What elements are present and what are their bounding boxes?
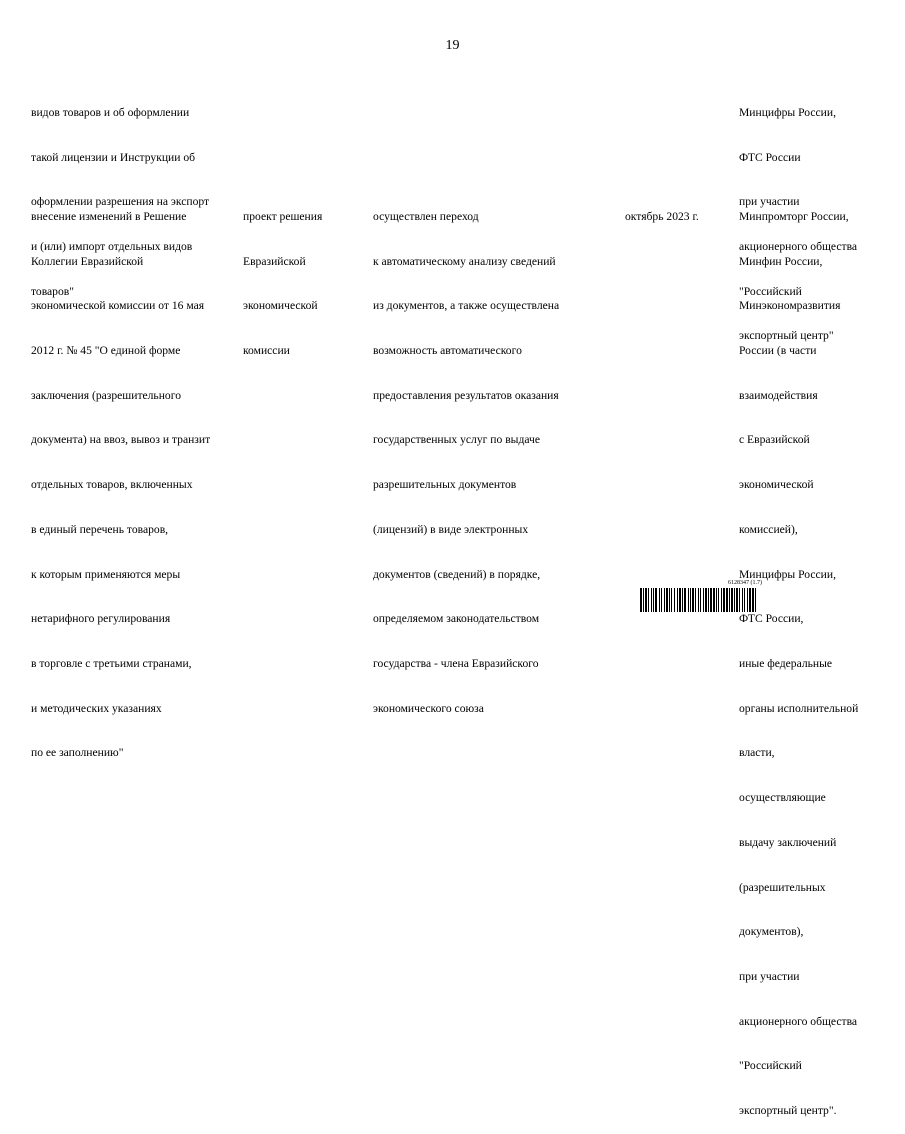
text-line: власти,	[739, 746, 775, 760]
text-line: выдачу заключений	[739, 835, 837, 849]
text-line: акционерного общества	[739, 239, 858, 253]
row2-responsible-cell	[739, 180, 858, 1134]
barcode-bar	[640, 588, 642, 612]
barcode-bar	[690, 588, 691, 612]
barcode-bar	[651, 588, 652, 612]
text-line: взаимодействия	[739, 388, 818, 402]
barcode	[640, 580, 858, 612]
text-line: возможность автоматического	[373, 343, 522, 357]
barcode-bar	[739, 588, 740, 612]
text-line: Минцифры России,	[739, 105, 836, 119]
text-line: Евразийской	[243, 254, 306, 268]
text-line: оформлении разрешения на экспорт	[31, 195, 210, 209]
text-line: акционерного общества	[739, 1014, 858, 1028]
text-line: с Евразийской	[739, 433, 810, 447]
barcode-bar	[716, 588, 717, 612]
text-line: видов товаров и об оформлении	[31, 105, 190, 119]
text-line: предоставления результатов оказания	[373, 388, 559, 402]
text-line: разрешительных документов	[373, 478, 517, 492]
text-line: проект решения	[243, 209, 323, 223]
barcode-bar	[721, 588, 722, 612]
text-line: в единый перечень товаров,	[31, 522, 169, 536]
text-line: документа) на ввоз, вывоз и транзит	[31, 433, 211, 447]
barcode-bar	[643, 588, 644, 612]
text-line: Минэкономразвития	[739, 299, 841, 313]
text-line: документов),	[739, 925, 804, 939]
text-line: Минцифры России,	[739, 567, 836, 581]
barcode-bar	[677, 588, 678, 612]
text-line: к которым применяются меры	[31, 567, 181, 581]
text-line: к автоматическому анализу сведений	[373, 254, 556, 268]
barcode-bar	[723, 588, 725, 612]
text-line: по ее заполнению"	[31, 746, 124, 760]
text-line: иные федеральные	[739, 657, 833, 670]
row2-document-type-cell	[243, 180, 322, 374]
barcode-code: 6128347 (1.7)	[728, 580, 762, 586]
barcode-bar	[708, 588, 709, 612]
barcode-bar	[713, 588, 715, 612]
text-line: при участии	[739, 970, 800, 984]
barcode-bar	[671, 588, 672, 612]
barcode-bar	[734, 588, 735, 612]
text-line: государственных услуг по выдаче	[373, 433, 541, 447]
barcode-bar	[695, 588, 696, 612]
barcode-bar	[749, 588, 751, 612]
barcode-bar	[744, 588, 745, 612]
barcode-bar	[645, 588, 647, 612]
text-line: "Российский	[739, 1059, 802, 1073]
barcode-bar	[684, 588, 686, 612]
text-line: ФТС России,	[739, 612, 804, 626]
text-line: внесение изменений в Решение	[31, 209, 187, 223]
text-line: осуществлен переход	[373, 209, 479, 223]
text-line: экономической комиссии от 16 мая	[31, 299, 205, 313]
barcode-bar	[705, 588, 707, 612]
barcode-bar	[698, 588, 699, 612]
barcode-bar	[747, 588, 748, 612]
barcode-bar	[653, 588, 654, 612]
barcode-bar	[726, 588, 728, 612]
text-line: ФТС России	[739, 150, 801, 164]
row2-deadline-cell	[625, 180, 699, 240]
text-line: октябрь 2023 г.	[625, 209, 699, 223]
barcode-bars	[640, 588, 858, 612]
barcode-bar	[648, 588, 649, 612]
text-line: Минпромторг России,	[739, 209, 849, 223]
text-line: документов (сведений) в порядке,	[373, 567, 541, 581]
text-line: при участии	[739, 195, 800, 209]
text-line: экономической	[243, 299, 318, 313]
text-line: "Российский	[739, 284, 802, 298]
barcode-bar	[752, 588, 754, 612]
text-line: отдельных товаров, включенных	[31, 478, 193, 492]
barcode-bar	[682, 588, 683, 612]
text-line: экспортный центр"	[739, 329, 834, 343]
text-line: экономической	[739, 478, 814, 492]
text-line: комиссии	[243, 343, 290, 357]
barcode-bar	[688, 588, 689, 612]
barcode-bar	[700, 588, 701, 612]
text-line: такой лицензии и Инструкции об	[31, 150, 196, 164]
barcode-bar	[718, 588, 719, 612]
barcode-bar	[661, 588, 662, 612]
text-line: в торговле с третьими странами,	[31, 657, 192, 670]
page-number: 19	[445, 38, 460, 53]
text-line: экспортный центр".	[739, 1104, 837, 1118]
text-line: Минфин России,	[739, 254, 823, 268]
text-line: 2012 г. № 45 "О единой форме	[31, 343, 181, 357]
text-line: товаров"	[31, 284, 74, 298]
text-line: (лицензий) в виде электронных	[373, 522, 529, 536]
barcode-bar	[669, 588, 670, 612]
text-line: осуществляющие	[739, 791, 826, 805]
row2-result-cell	[373, 180, 559, 732]
text-line: государства - члена Евразийского	[373, 657, 539, 670]
barcode-bar	[666, 588, 668, 612]
barcode-bar	[742, 588, 743, 612]
text-line: и (или) импорт отдельных видов	[31, 239, 193, 253]
barcode-bar	[674, 588, 675, 612]
barcode-bar	[731, 588, 733, 612]
text-line: России (в части	[739, 343, 817, 357]
text-line: Коллегии Евразийской	[31, 254, 144, 268]
barcode-bar	[710, 588, 712, 612]
barcode-bar	[736, 588, 738, 612]
text-line: и методических указаниях	[31, 701, 162, 715]
text-line: нетарифного регулирования	[31, 612, 171, 626]
barcode-bar	[703, 588, 704, 612]
barcode-bar	[755, 588, 756, 612]
text-line: (разрешительных	[739, 880, 826, 894]
barcode-bar	[664, 588, 665, 612]
text-line: комиссией),	[739, 522, 798, 536]
barcode-bar	[659, 588, 660, 612]
text-line: экономического союза	[373, 701, 484, 715]
barcode-bar	[692, 588, 694, 612]
barcode-bar	[679, 588, 681, 612]
text-line: определяемом законодательством	[373, 612, 540, 626]
text-line: из документов, а также осуществлена	[373, 299, 560, 313]
text-line: органы исполнительной	[739, 701, 859, 715]
barcode-bar	[655, 588, 657, 612]
row2-measure-cell	[31, 180, 210, 776]
text-line: заключения (разрешительного	[31, 388, 181, 402]
barcode-bar	[729, 588, 730, 612]
